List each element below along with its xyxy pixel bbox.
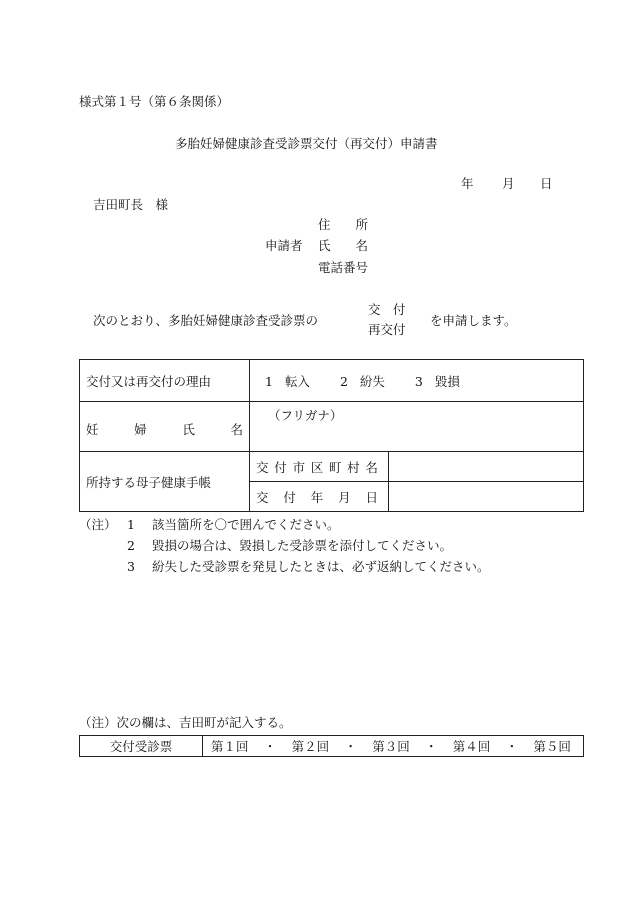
round-1[interactable]: 第１回 bbox=[211, 739, 249, 754]
round-4[interactable]: 第４回 bbox=[452, 739, 491, 754]
reason-row bbox=[80, 360, 584, 402]
round-3[interactable]: 第３回 bbox=[372, 739, 410, 754]
applicant-name-label: 氏 名 bbox=[318, 238, 369, 253]
issue-city-field[interactable] bbox=[389, 452, 584, 482]
date-month-label: 月 bbox=[502, 176, 515, 191]
applicant-address-label: 住 所 bbox=[318, 217, 369, 232]
round-separator: ・ bbox=[505, 739, 519, 754]
round-separator: ・ bbox=[424, 739, 438, 754]
issued-rounds bbox=[203, 736, 584, 757]
notes-heading: （注） bbox=[79, 517, 117, 532]
date-year-label: 年 bbox=[461, 176, 474, 191]
applicant-phone-label: 電話番号 bbox=[318, 260, 369, 275]
issue-date-field[interactable] bbox=[389, 482, 584, 512]
issue-date-label: 交 付 年 月 日 bbox=[250, 482, 389, 512]
round-separator: ・ bbox=[344, 739, 357, 754]
issue-city-label: 交 付 市 区 町 村 名 bbox=[250, 452, 389, 482]
reason-label: 交付又は再交付の理由 bbox=[80, 360, 250, 402]
office-use-note: （注）次の欄は、吉田町が記入する。 bbox=[79, 715, 292, 730]
office-use-table bbox=[79, 735, 584, 757]
reason-option-transfer[interactable]: 1 転入 bbox=[265, 373, 310, 389]
note-1-text: 該当箇所を〇で囲んでください。 bbox=[152, 517, 340, 532]
pregnant-name-row bbox=[80, 402, 584, 452]
addressee: 吉田町長 様 bbox=[93, 197, 169, 212]
pregnant-name-field[interactable] bbox=[250, 402, 584, 452]
note-2-num: 2 bbox=[127, 538, 135, 553]
form-number: 様式第１号（第６条関係） bbox=[79, 94, 230, 109]
document-title: 多胎妊婦健康診査受診票交付（再交付）申請書 bbox=[175, 136, 438, 151]
issued-ticket-label: 交付受診票 bbox=[80, 736, 203, 757]
request-option-issue[interactable]: 交 付 bbox=[368, 302, 406, 317]
request-prefix: 次のとおり、多胎妊婦健康診査受診票の bbox=[93, 313, 319, 328]
note-3-num: 3 bbox=[127, 559, 135, 574]
note-1-num: 1 bbox=[127, 517, 135, 532]
reason-option-damaged[interactable]: 3 毀損 bbox=[414, 373, 460, 389]
reason-option-lost[interactable]: 2 紛失 bbox=[339, 373, 385, 389]
pregnant-name-label: 妊 婦 氏 名 bbox=[80, 402, 250, 452]
handbook-label: 所持する母子健康手帳 bbox=[80, 452, 250, 512]
round-5[interactable]: 第５回 bbox=[533, 739, 571, 754]
request-suffix: を申請します。 bbox=[430, 313, 517, 328]
round-separator: ・ bbox=[263, 739, 277, 754]
note-3-text: 紛失した受診票を発見したときは、必ず返納してください。 bbox=[152, 559, 490, 574]
furigana-label: （フリガナ） bbox=[268, 408, 343, 423]
note-2-text: 毀損の場合は、毀損した受診票を添付してください。 bbox=[152, 538, 453, 553]
date-day-label: 日 bbox=[540, 176, 553, 191]
round-2[interactable]: 第２回 bbox=[291, 739, 330, 754]
handbook-city-row bbox=[80, 452, 584, 482]
application-table bbox=[79, 359, 584, 512]
applicant-label: 申請者 bbox=[265, 238, 303, 253]
reason-options bbox=[250, 360, 584, 402]
request-option-reissue[interactable]: 再交付 bbox=[368, 322, 406, 337]
